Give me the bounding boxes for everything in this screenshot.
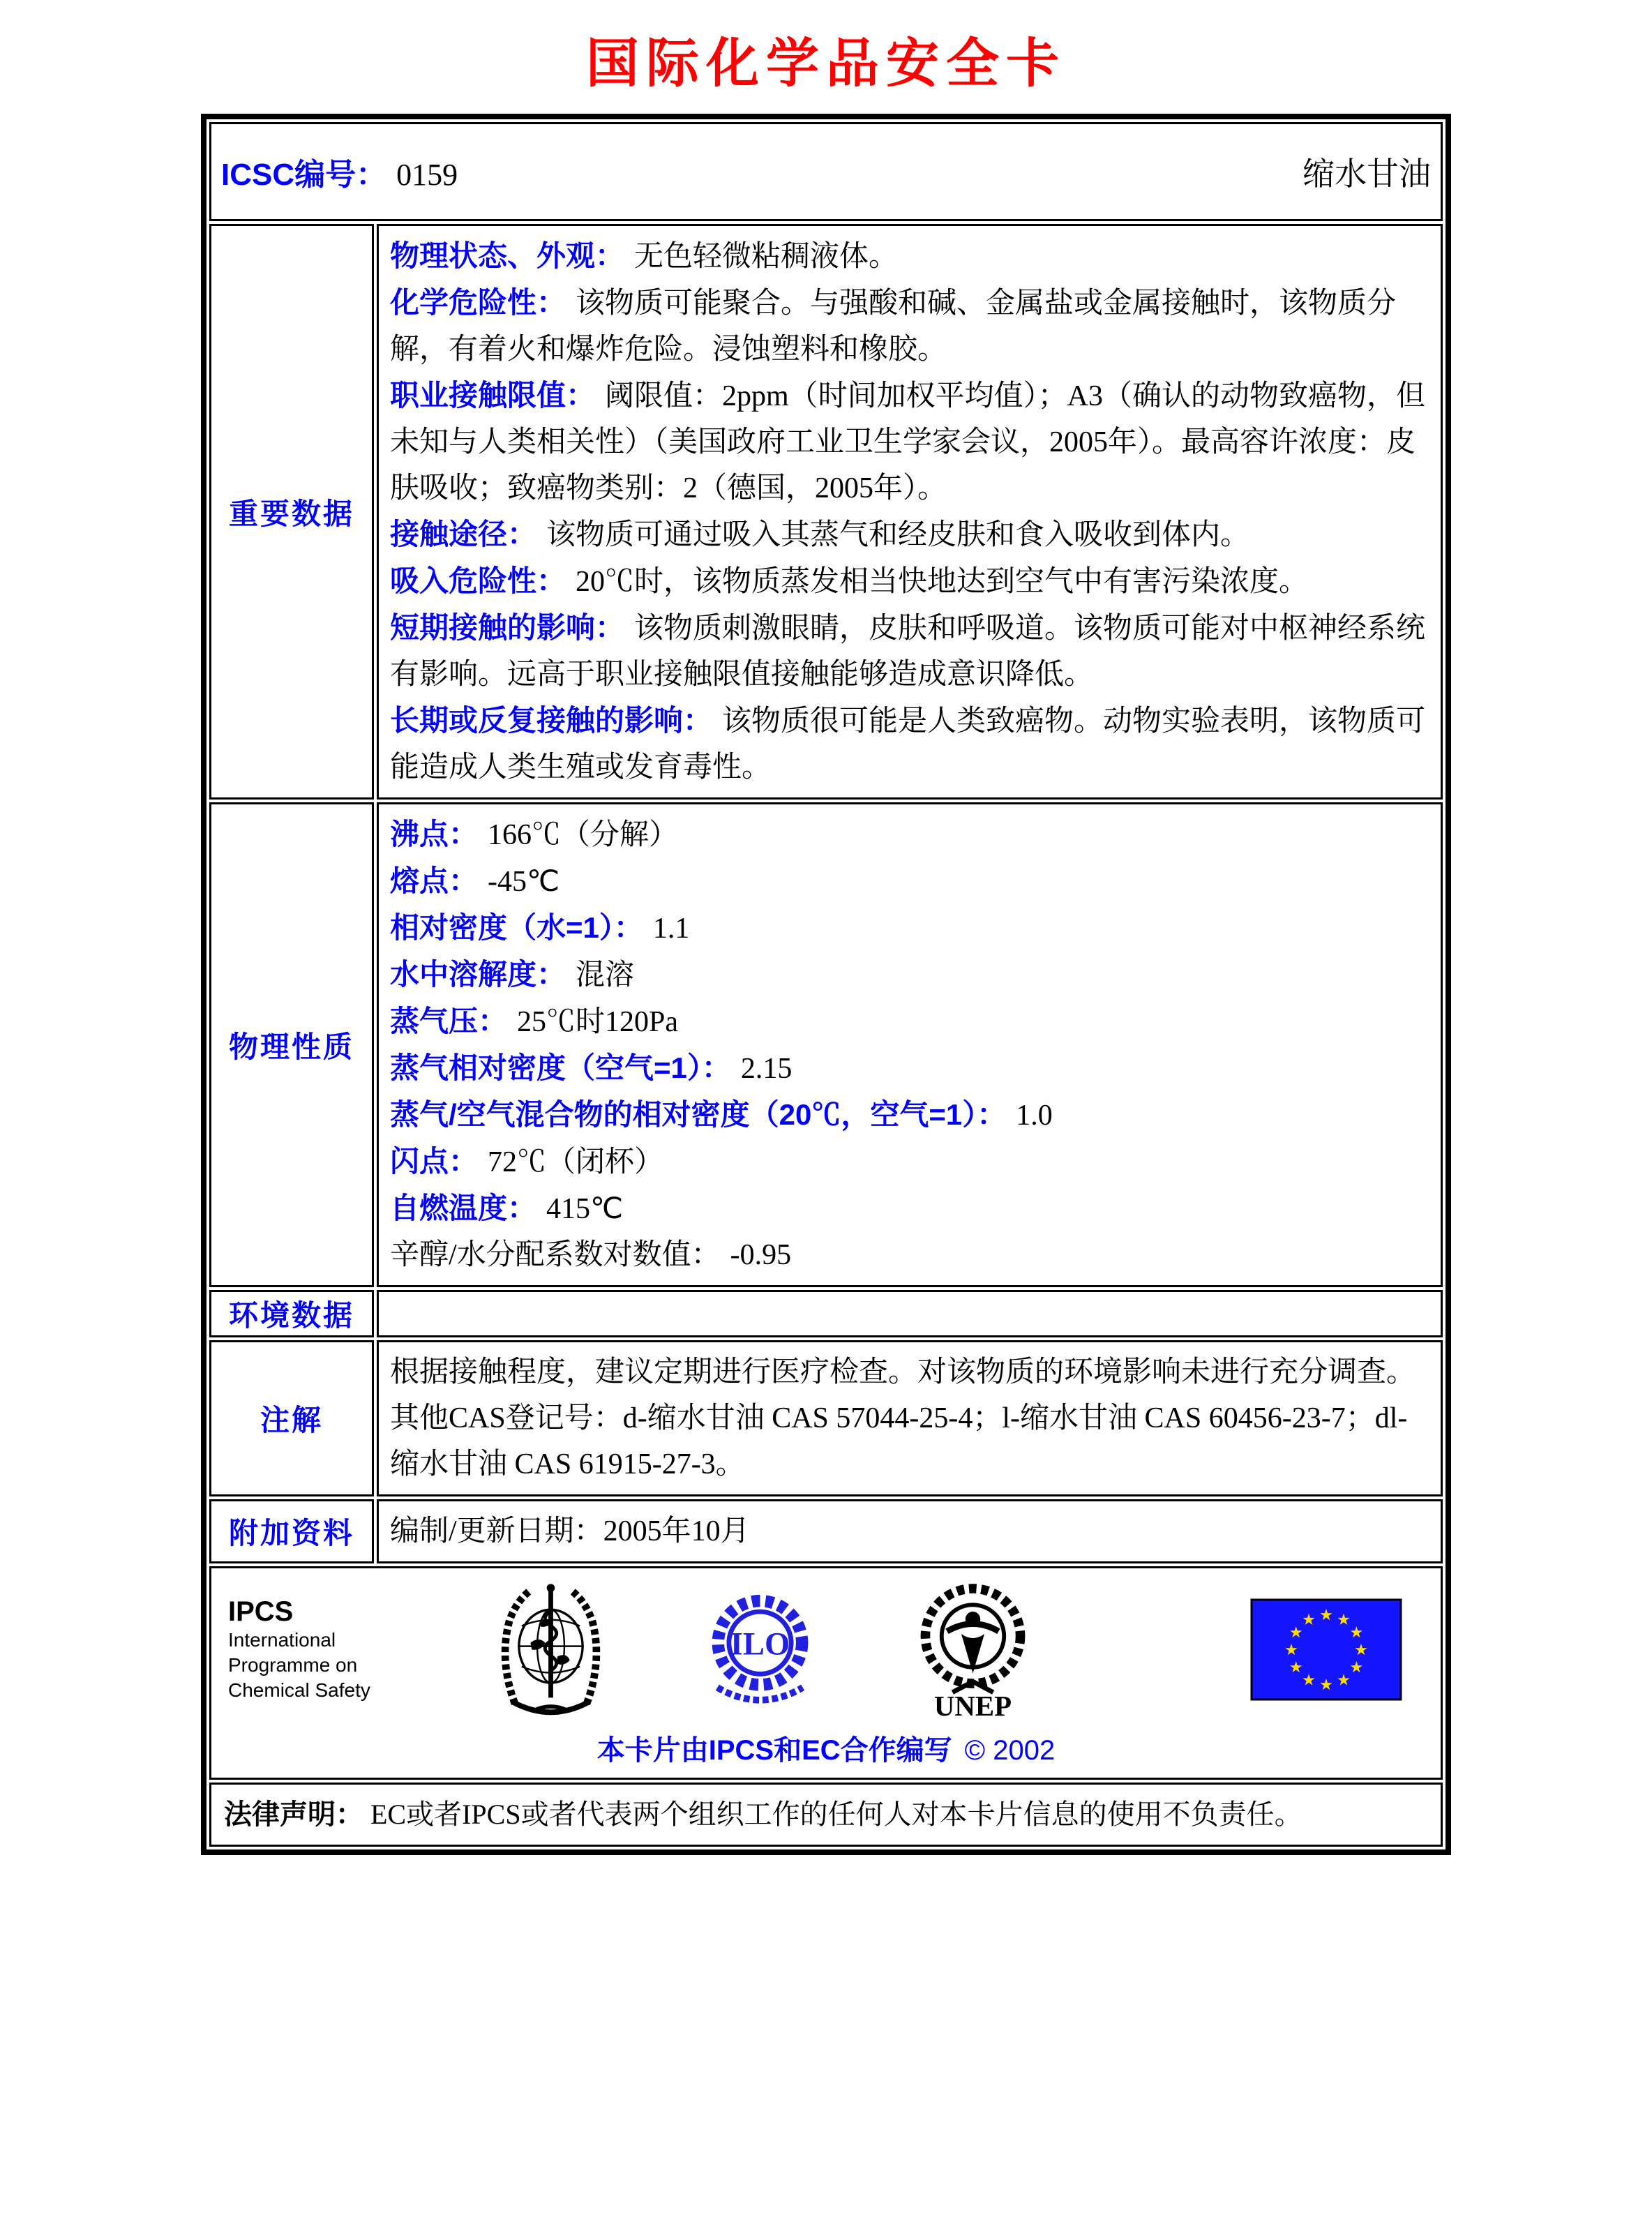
additional-info-row (209, 1499, 1443, 1563)
additional-info-content: 编制/更新日期：2005年10月 (377, 1499, 1443, 1563)
important-data-item: 物理状态、外观： 无色轻微粘稠液体。 (390, 239, 899, 273)
unep-logo-icon (912, 1578, 1034, 1721)
ipcs-title: IPCS (228, 1596, 294, 1627)
physical-property-item: 蒸气/空气混合物的相对密度（20℃，空气=1）： 1.0 (390, 1098, 1053, 1132)
notes-content: 根据接触程度，建议定期进行医疗检查。对该物质的环境影响未进行充分调查。其他CAS登记号：d-缩水甘油 CAS 57044-25-4；l-缩水甘油 CAS 60456-23-7；dl-缩水甘油 CAS 61915-27-3。 (377, 1340, 1443, 1496)
icsc-number-value: 0159 (396, 158, 458, 192)
section-label-additional-info: 附加资料 (209, 1499, 374, 1563)
important-data-item: 吸入危险性： 20℃时，该物质蒸发相当快地达到空气中有害污染浓度。 (390, 564, 1309, 598)
section-label-physical-properties: 物理性质 (209, 802, 374, 1287)
notes-row (209, 1340, 1443, 1496)
header-row (209, 122, 1443, 221)
important-data-item: 短期接触的影响： 该物质刺激眼睛，皮肤和呼吸道。该物质可能对中枢神经系统有影响。远高于职业接触限值接触能够造成意识降低。 (390, 611, 1426, 691)
eu-flag-icon (1250, 1598, 1402, 1701)
legal-text: EC或者IPCS或者代表两个组织工作的任何人对本卡片信息的使用不负责任。 (370, 1799, 1302, 1830)
ipcs-text-block (228, 1596, 437, 1703)
important-data-content (377, 224, 1443, 800)
icsc-number-group (221, 149, 458, 194)
physical-property-item: 闪点： 72℃（闭杯） (390, 1145, 664, 1178)
physical-property-item: 水中溶解度： 混溶 (390, 958, 635, 991)
ipcs-subtitle-line2: Programme on (228, 1654, 358, 1676)
footer-cell (209, 1566, 1443, 1780)
footer-caption (228, 1728, 1424, 1768)
important-data-row (209, 224, 1443, 800)
ilo-logo-text: ILO (730, 1625, 790, 1662)
physical-property-item: 相对密度（水=1）： 1.1 (390, 911, 690, 945)
important-data-item: 化学危险性： 该物质可能聚合。与强酸和碱、金属盐或金属接触时，该物质分解，有着火和爆炸危险。浸蚀塑料和橡胶。 (390, 286, 1397, 366)
important-data-item: 接触途径： 该物质可通过吸入其蒸气和经皮肤和食入吸收到体内。 (390, 518, 1250, 551)
physical-properties-row (209, 802, 1443, 1287)
section-label-notes: 注解 (209, 1340, 374, 1496)
ipcs-subtitle-line3: Chemical Safety (228, 1679, 370, 1701)
unep-logo-text: UNEP (933, 1690, 1012, 1721)
icsc-card-table (201, 114, 1451, 1855)
physical-property-item: 蒸气相对密度（空气=1）： 2.15 (390, 1051, 793, 1085)
footer-row (209, 1566, 1443, 1780)
ilo-logo-icon (703, 1587, 818, 1713)
footer-copyright: © 2002 (964, 1735, 1056, 1766)
physical-property-item: 熔点： -45℃ (390, 864, 560, 898)
physical-property-item: 蒸气压： 25℃时120Pa (390, 1005, 679, 1038)
icsc-number-label: ICSC编号： (221, 158, 387, 192)
legal-cell (209, 1783, 1443, 1847)
header-cell (209, 122, 1443, 221)
section-label-important-data: 重要数据 (209, 224, 374, 800)
ipcs-subtitle-line1: International (228, 1629, 336, 1651)
physical-property-item: 沸点： 166℃（分解） (390, 818, 679, 851)
environmental-data-content (377, 1290, 1443, 1337)
section-label-environmental-data: 环境数据 (209, 1290, 374, 1337)
physical-property-item: 自燃温度： 415℃ (390, 1192, 624, 1225)
legal-label: 法律声明： (224, 1799, 363, 1830)
substance-name: 缩水甘油 (1302, 156, 1431, 192)
important-data-item: 长期或反复接触的影响： 该物质很可能是人类致癌物。动物实验表明，该物质可能造成人类生殖或发育毒性。 (390, 704, 1426, 783)
legal-row (209, 1783, 1443, 1847)
important-data-item: 职业接触限值： 阈限值：2ppm（时间加权平均值）；A3（确认的动物致癌物，但未知与人类相关性）（美国政府工业卫生学家会议，2005年）。最高容许浓度：皮肤吸收；致癌物类别：2（德国，2005年）。 (390, 379, 1426, 504)
physical-property-item: 辛醇/水分配系数对数值： -0.95 (390, 1239, 792, 1271)
page-title: 国际化学品安全卡 (586, 34, 1066, 93)
physical-properties-content (377, 802, 1443, 1287)
footer-caption-text: 本卡片由IPCS和EC合作编写 (596, 1735, 952, 1766)
environmental-data-row (209, 1290, 1443, 1337)
who-logo-icon (493, 1578, 608, 1721)
